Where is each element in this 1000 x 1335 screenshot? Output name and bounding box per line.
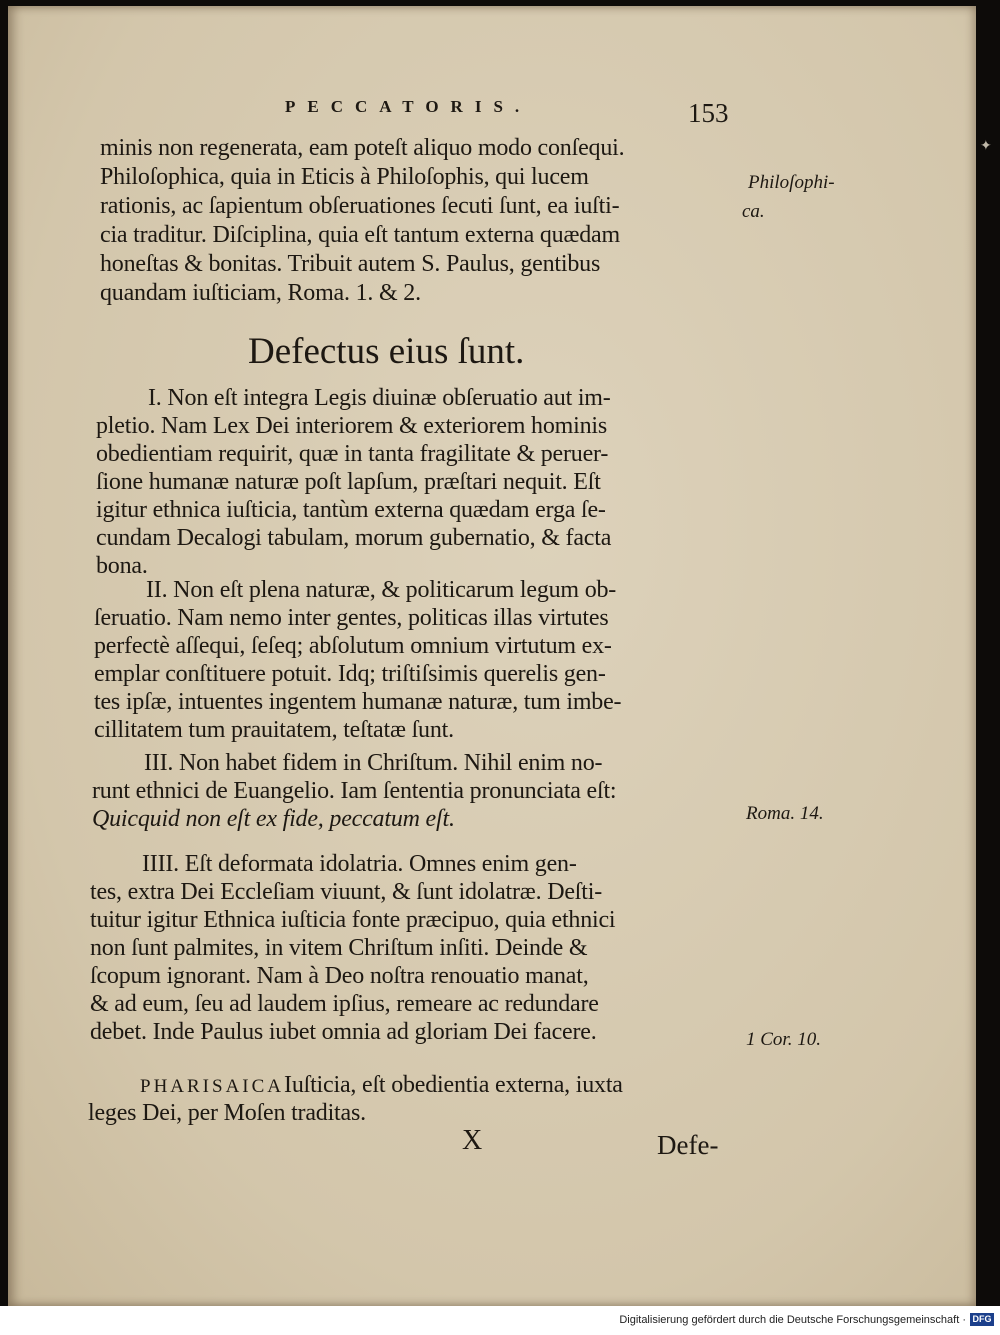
- text-line: II. Non eſt plena naturæ, & politicarum legum ob-: [146, 577, 617, 603]
- text-line: ſeruatio. Nam nemo inter gentes, politicas illas virtutes: [94, 605, 609, 631]
- margin-note: Roma. 14.: [746, 803, 824, 824]
- margin-note: Philoſophi-: [748, 172, 835, 193]
- text-line: emplar conſtituere potuit. Idq; triſtiſsimis querelis gen-: [94, 661, 606, 687]
- footer-bar: [0, 1306, 1000, 1335]
- text-line: obedientiam requirit, quæ in tanta fragilitate & peruer-: [96, 441, 609, 467]
- text-line: perfectè aſſequi, ſeſeq; abſolutum omnium virtutum ex-: [94, 633, 612, 659]
- text-line: cillitatem tum prauitatem, teſtatæ ſunt.: [94, 717, 454, 743]
- margin-note: ca.: [742, 201, 765, 222]
- margin-mark-icon: ✦: [980, 138, 992, 154]
- text-line: cundam Decalogi tabulam, morum gubernatio, & facta: [96, 525, 612, 551]
- text-line: [140, 1072, 623, 1099]
- text-line: debet. Inde Paulus iubet omnia ad gloriam Dei facere.: [90, 1019, 597, 1045]
- funding-note: Digitalisierung gefördert durch die Deutsche Forschungsgemeinschaft ·: [619, 1314, 966, 1326]
- dfg-logo: DFG: [970, 1313, 994, 1326]
- text-line: Philoſophica, quia in Eticis à Philoſophis, qui lucem: [100, 164, 589, 190]
- text-line: quandam iuſticiam, Roma. 1. & 2.: [100, 280, 421, 306]
- text-line: tes ipſæ, intuentes ingentem humanæ naturæ, tum imbe-: [94, 689, 622, 715]
- text-line: ſione humanæ naturæ poſt lapſum, præſtari nequit. Eſt: [96, 469, 601, 495]
- text-line: rationis, ac ſapientum obſeruationes ſecuti ſunt, ea iuſti-: [100, 193, 620, 219]
- quotation-line: Quicquid non eſt ex fide, peccatum eſt.: [92, 806, 455, 832]
- text-line: non ſunt palmites, in vitem Chriſtum inſiti. Deinde &: [90, 935, 588, 961]
- text-line: cia traditur. Diſciplina, quia eſt tantum externa quædam: [100, 222, 620, 248]
- text-line: igitur ethnica iuſticia, tantùm externa quædam erga ſe-: [96, 497, 606, 523]
- text-line: leges Dei, per Moſen traditas.: [88, 1100, 366, 1126]
- text-line: minis non regenerata, eam poteſt aliquo modo conſequi.: [100, 135, 625, 161]
- section-title: Defectus eius ſunt.: [248, 331, 525, 372]
- small-caps-word: PHARISAICA: [140, 1076, 285, 1097]
- text-line: honeſtas & bonitas. Tribuit autem S. Paulus, gentibus: [100, 251, 601, 277]
- text-line: I. Non eſt integra Legis diuinæ obſeruatio aut im-: [148, 385, 611, 411]
- running-title: PECCATORIS.: [285, 97, 532, 116]
- text-line: bona.: [96, 553, 148, 579]
- catchword: Defe-: [657, 1130, 719, 1160]
- text-line: tes, extra Dei Eccleſiam viuunt, & ſunt idolatræ. Deſti-: [90, 879, 602, 905]
- page-number: 153: [688, 98, 729, 128]
- text-line: tuitur igitur Ethnica iuſticia fonte præcipuo, quia ethnici: [90, 907, 616, 933]
- text-line: pletio. Nam Lex Dei interiorem & exteriorem hominis: [96, 413, 607, 439]
- text-line: IIII. Eſt deformata idolatria. Omnes enim gen-: [142, 851, 577, 877]
- text-line: & ad eum, ſeu ad laudem ipſius, remeare ac redundare: [90, 991, 599, 1017]
- signature-mark: X: [462, 1125, 483, 1156]
- text-line: ſcopum ignorant. Nam à Deo noſtra renouatio manat,: [90, 963, 589, 989]
- text-line: III. Non habet fidem in Chriſtum. Nihil enim no-: [144, 750, 603, 776]
- margin-note: 1 Cor. 10.: [746, 1029, 821, 1050]
- text-span: Iuſticia, eſt obedientia externa, iuxta: [284, 1072, 623, 1098]
- text-line: runt ethnici de Euangelio. Iam ſententia pronunciata eſt:: [92, 778, 617, 804]
